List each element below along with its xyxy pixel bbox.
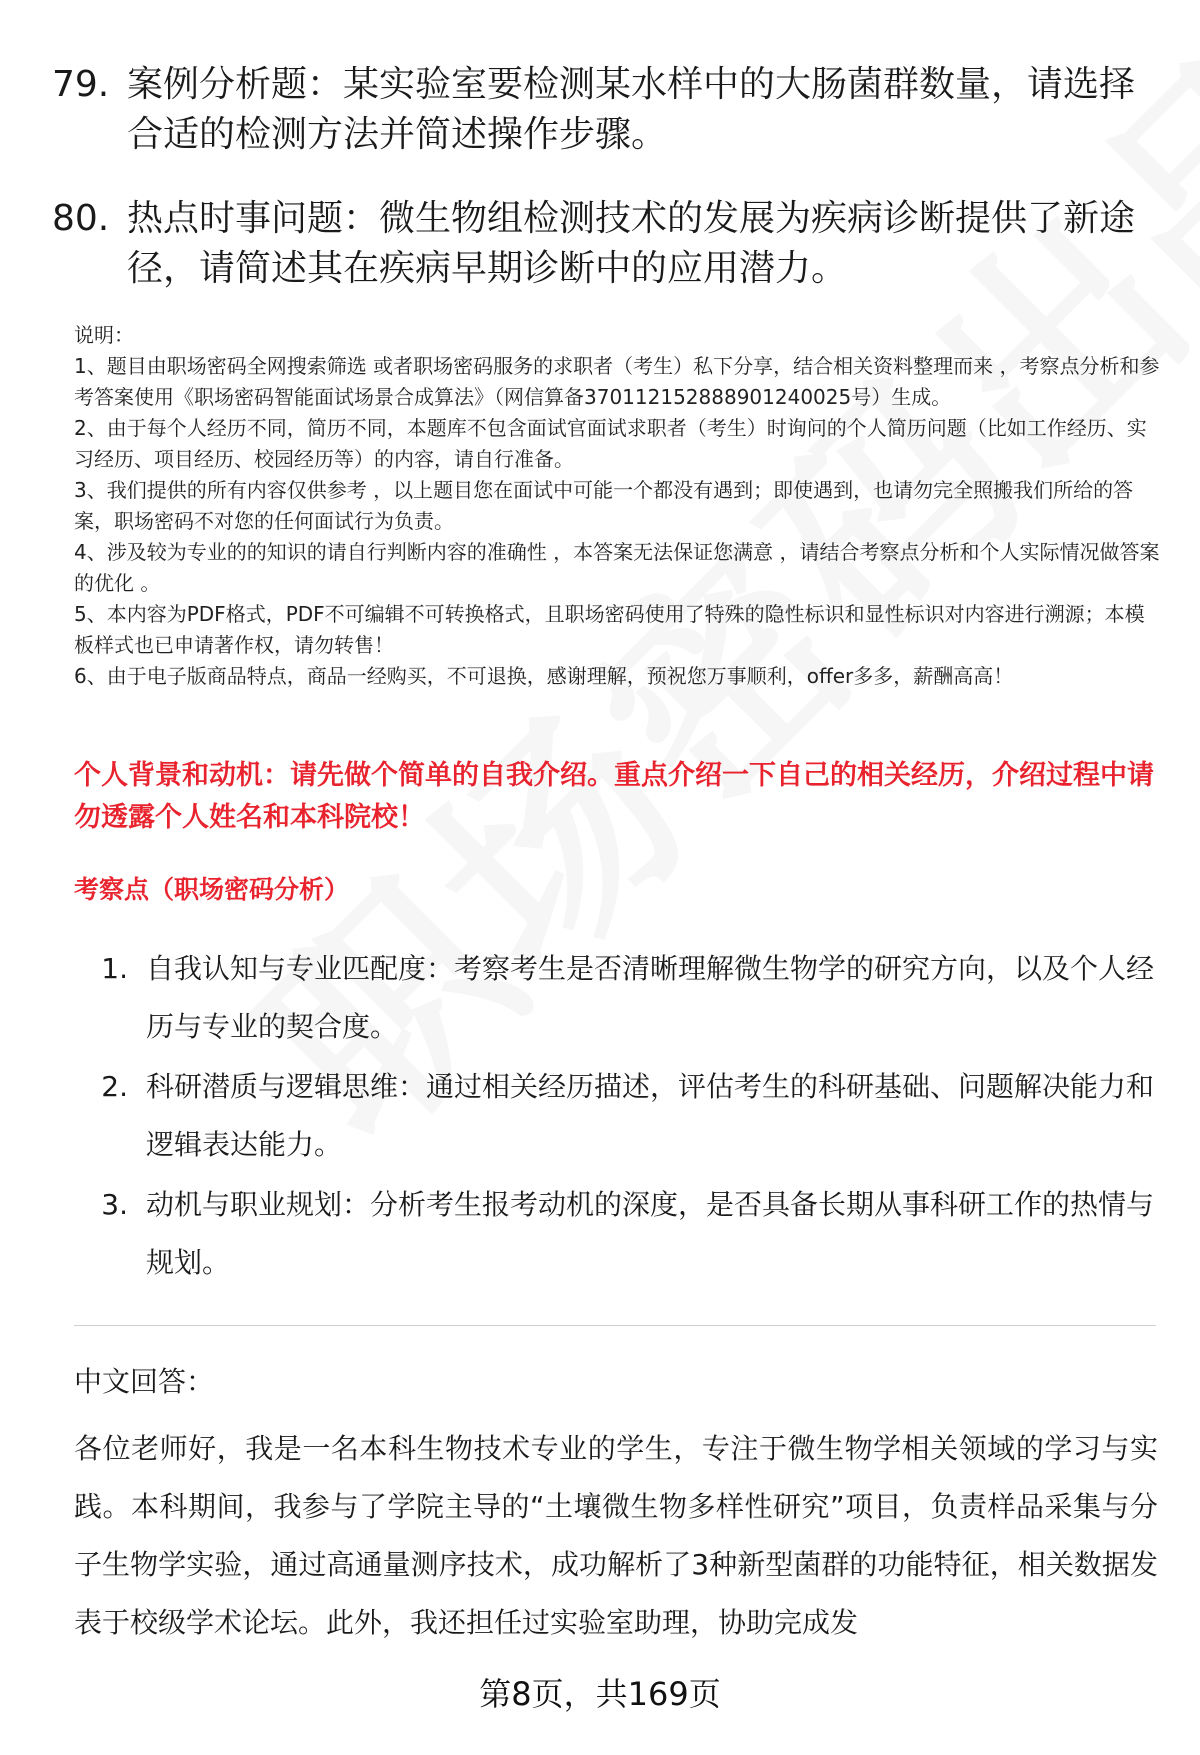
question-number: 79.	[52, 64, 110, 105]
question-79	[52, 60, 1152, 160]
analysis-point	[74, 940, 1160, 1056]
point-number: 2.	[101, 1070, 128, 1103]
point-number: 1.	[101, 952, 128, 985]
question-text: 案例分析题：某实验室要检测某水样中的大肠菌群数量，请选择合适的检测方法并简述操作步骤。	[127, 64, 1136, 155]
note-item: 4、涉及较为专业的的知识的请自行判断内容的准确性 ，本答案无法保证您满意 ，请结合考察点分析和个人实际情况做答案的优化 。	[74, 540, 1160, 595]
question-number: 80.	[52, 198, 110, 239]
answer-label: 中文回答：	[74, 1365, 215, 1398]
section-divider	[74, 1325, 1156, 1326]
note-item: 5、本内容为PDF格式，PDF不可编辑不可转换格式，且职场密码使用了特殊的隐性标识和显性标识对内容进行溯源；本模板样式也已申请著作权，请勿转售！	[74, 602, 1145, 657]
point-number: 3.	[101, 1188, 128, 1221]
note-item: 6、由于电子版商品特点，商品一经购买，不可退换，感谢理解，预祝您万事顺利，offer多多，薪酬高高！	[74, 664, 1014, 688]
question-text: 热点时事问题：微生物组检测技术的发展为疾病诊断提供了新途径，请简述其在疾病早期诊断中的应用潜力。	[127, 198, 1136, 289]
analysis-point	[74, 1058, 1160, 1174]
question-80	[52, 194, 1152, 294]
point-text: 科研潜质与逻辑思维：通过相关经历描述，评估考生的科研基础、问题解决能力和逻辑表达能力。	[146, 1070, 1155, 1161]
note-item: 1、题目由职场密码全网搜索筛选 或者职场密码服务的求职者（考生）私下分享，结合相关资料整理而来 ，考察点分析和参考答案使用《职场密码智能面试场景合成算法》（网信算备370112152888901240025号）生成。	[74, 354, 1160, 409]
analysis-title: 考察点（职场密码分析）	[74, 875, 350, 904]
intro-question: 个人背景和动机：请先做个简单的自我介绍。重点介绍一下自己的相关经历，介绍过程中请勿透露个人姓名和本科院校！	[74, 760, 1154, 833]
analysis-point	[74, 1176, 1160, 1292]
disclaimer-notes	[74, 320, 1160, 692]
point-text: 自我认知与专业匹配度：考察考生是否清晰理解微生物学的研究方向，以及个人经历与专业的契合度。	[146, 952, 1155, 1043]
page-footer: 第8页，共169页	[479, 1675, 721, 1713]
notes-title: 说明：	[74, 323, 134, 347]
note-item: 2、由于每个人经历不同，简历不同，本题库不包含面试官面试求职者（考生）时询问的个人简历问题（比如工作经历、实习经历、项目经历、校园经历等）的内容，请自行准备。	[74, 416, 1147, 471]
analysis-points	[74, 940, 1160, 1294]
note-item: 3、我们提供的所有内容仅供参考 ，以上题目您在面试中可能一个都没有遇到；即使遇到，也请勿完全照搬我们所给的答案，职场密码不对您的任何面试行为负责。	[74, 478, 1134, 533]
point-text: 动机与职业规划：分析考生报考动机的深度，是否具备长期从事科研工作的热情与规划。	[146, 1188, 1155, 1279]
answer-body: 各位老师好，我是一名本科生物技术专业的学生，专注于微生物学相关领域的学习与实践。本科期间，我参与了学院主导的“土壤微生物多样性研究”项目，负责样品采集与分子生物学实验，通过高通量测序技术，成功解析了3种新型菌群的功能特征，相关数据发表于校级学术论坛。此外，我还担任过实验室助理，协助完成发	[74, 1432, 1158, 1639]
